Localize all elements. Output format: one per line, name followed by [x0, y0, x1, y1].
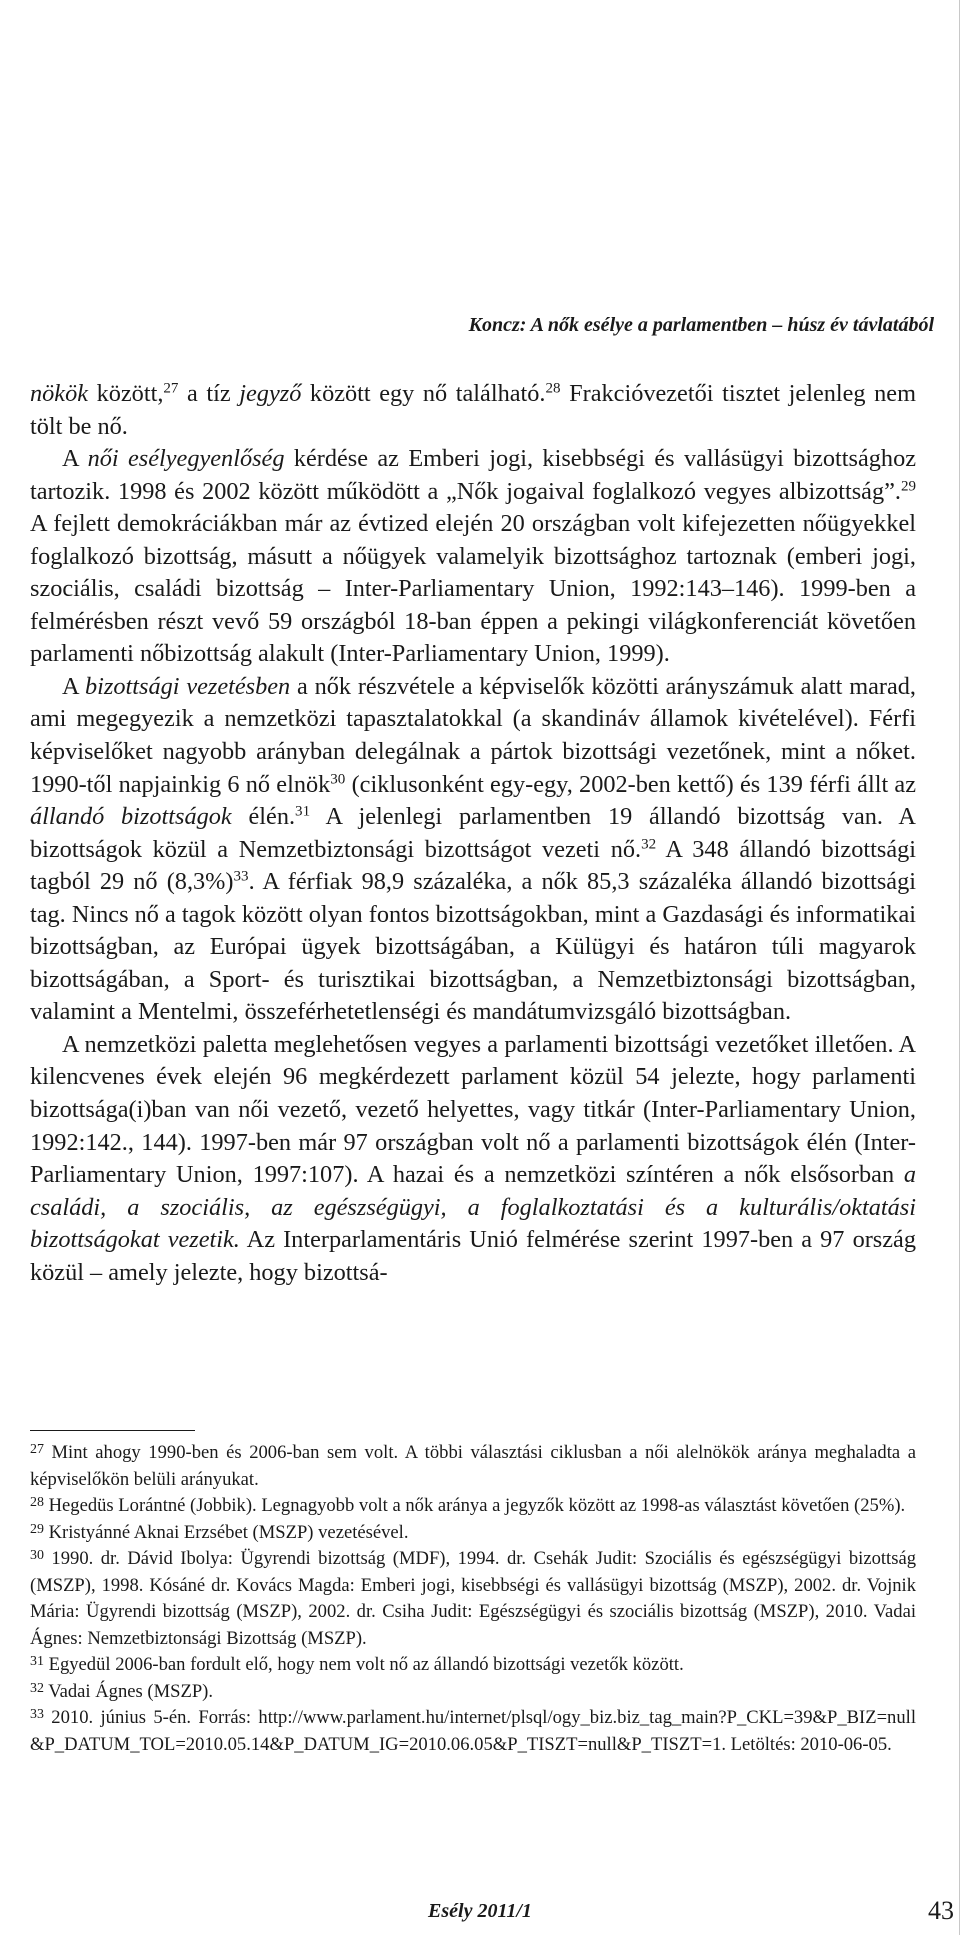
body-text-run: A: [62, 672, 86, 700]
footnote-ref-28[interactable]: 28: [545, 380, 561, 397]
footnote-separator: [30, 1430, 195, 1431]
footnote-text: Vadai Ágnes (MSZP).: [43, 1680, 213, 1702]
footnotes: [30, 1440, 916, 1758]
italic-term: jegyző: [239, 380, 302, 407]
body-text-run: A jelenlegi parlamentben 19 állandó bizottság van. A bizottságok közül a Nemzetbiztonsági bizottságot vezeti nő.: [30, 803, 916, 863]
body-text-run: A: [62, 445, 88, 473]
body-text-run: a tíz: [178, 380, 240, 407]
footnote-number: 32: [30, 1680, 44, 1696]
italic-term: állandó bizottságok: [30, 803, 232, 831]
footnote-text: Kristyánné Aknai Erzsébet (MSZP) vezetésével.: [43, 1521, 409, 1543]
footnote-ref-27[interactable]: 27: [163, 380, 179, 397]
footnote-30: [30, 1546, 916, 1652]
page-number: 43: [928, 1896, 954, 1925]
body-text-run: élén.: [231, 803, 296, 831]
footnote-text: 1990. dr. Dávid Ibolya: Ügyrendi bizottság (MDF), 1994. dr. Csehák Judit: Szociális és egészségügyi bizottság (MSZP), 1998. Kósáné dr. Kovács Magda: Emberi jogi, kisebbségi és vallásügyi bizottság (MSZP), 2002. dr. Vojnik Mária: Ügyrendi bizottság (MSZP), 2002. dr. Csiha Judit: Egészségügyi és szociális bizottság (MSZP), 2010. Vadai Ágnes: Nemzetbiztonsági Bizottság (MSZP).: [30, 1548, 916, 1649]
body-paragraph: [30, 443, 916, 671]
body-paragraph: [30, 671, 916, 1029]
footnote-ref-29[interactable]: 29: [900, 478, 916, 495]
footnote-text: Hegedüs Lorántné (Jobbik). Legnagyobb volt a nők aránya a jegyzők között az 1998-as választást követően (25%).: [43, 1495, 906, 1516]
footnote-text: Egyedül 2006-ban fordult elő, hogy nem volt nő az állandó bizottsági vezetők között.: [43, 1654, 684, 1675]
footnote-number: 30: [30, 1548, 44, 1564]
italic-term: nökök: [30, 380, 89, 407]
footnote-number: 27: [30, 1442, 44, 1458]
body-text-run: (ciklusonként egy-egy, 2002-ben kettő) és 139 férfi állt az: [345, 770, 916, 798]
body-text-run: között egy nő található.: [301, 380, 546, 407]
footnote-29: [30, 1520, 916, 1547]
footnote-31: [30, 1652, 916, 1679]
footnote-number: 29: [30, 1521, 44, 1537]
footnote-ref-33[interactable]: 33: [233, 868, 249, 885]
body-text-run: között,: [88, 380, 164, 407]
footnote-ref-31[interactable]: 31: [295, 803, 311, 820]
body-text-run: Az Interparlamentáris Unió felmérése szerint 1997-ben a 97 ország közül – amely jelezte, hogy bizottsá-: [30, 1226, 916, 1286]
body-text-run: A fejlett demokráciákban már az évtized elején 20 országban volt kifejezetten nőügyekkel foglalkozó bizottság, másutt a nőügyek valamelyik bizottsághoz tartoznak (emberi jogi, szociális, családi bizottság – Inter-Parliamentary Union, 1992:143–146). 1999-ben a felmérésben részt vevő 59 országból 18-ban éppen a pekingi világkonferenciát követően parlamenti nőbizottság alakult (Inter-Parliamentary Union, 1999).: [30, 510, 916, 668]
footnote-number: 28: [30, 1495, 44, 1511]
body-text-run: . A férfiak 98,9 százaléka, a nők 85,3 százaléka állandó bizottsági tag. Nincs nő a tagok között olyan fontos bizottságokban, mint a Gazdasági és informatikai bizottságban, az Európai ügyek bizottságában, a Külügyi és határon túli magyarok bizottságában, a Sport- és turisztikai bizottságban, a Nemzetbiztonsági bizottságban, valamint a Mentelmi, összeférhetetlenségi és mandátumvizsgáló bizottságban.: [30, 868, 916, 1026]
footnote-number: 31: [30, 1654, 44, 1670]
body-paragraph: [30, 378, 916, 443]
body-text-run: Frakcióvezetői tisztet jelenleg nem tölt be nő.: [30, 380, 916, 440]
footnote-text: Mint ahogy 1990-ben és 2006-ban sem volt. A többi választási ciklusban a női alelnökök aránya meghaladta a képviselőkön belüli arányukat.: [30, 1442, 916, 1490]
body-text-run: a nők részvétele a képviselők közötti arányszámuk alatt marad, ami megegyezik a nemzetközi tapasztalatokkal (a skandináv államok kivételével). Férfi képviselőket nagyobb arányban delegálnak a pártok bizottsági vezetőnek, mint a nőket. 1990-től napjainkig 6 nő elnök: [30, 672, 917, 798]
footnote-28: [30, 1493, 916, 1520]
journal-footer: Esély 2011/1: [428, 1900, 532, 1922]
body-text-run: A 348 állandó bizottsági tagból 29 nő (8,3%): [30, 835, 917, 896]
footnote-ref-30[interactable]: 30: [330, 771, 346, 788]
footnote-32: [30, 1679, 916, 1706]
italic-term: a családi, a szociális, az egészségügyi, a foglalkoztatási és a kulturális/oktatási bizottságokat vezetik.: [30, 1161, 916, 1254]
footnote-ref-32[interactable]: 32: [641, 836, 657, 853]
footnote-27: [30, 1440, 916, 1493]
footnote-text[interactable]: 2010. június 5-én. Forrás: http://www.parlament.hu/internet/plsql/ogy_biz.biz_tag_main?P_CKL=39&P_BIZ=null&P_DATUM_TOL=2010.05.14&P_DATUM_IG=2010.06.05&P_TISZT=null&P_TISZT=1. Letöltés: 2010-06-05.: [30, 1707, 916, 1755]
italic-term: női esélyegyenlőség: [87, 445, 285, 473]
footnote-33: [30, 1705, 916, 1758]
article-body: [30, 378, 916, 1289]
body-text-run: A nemzetközi paletta meglehetősen vegyes a parlamenti bizottsági vezetőket illetően. A kilencvenes évek elején 96 megkérdezett parlament közül 54 jelezte, hogy parlamenti bizottsága(i)ban van női vezető, vezető helyettes, vagy titkár (Inter-Parliamentary Union, 1992:142., 144). 1997-ben már 97 országban volt nő a parlamenti bizottságok élén (Inter-Parliamentary Union, 1997:107). A hazai és a nemzetközi színtéren a nők elsősorban: [30, 1030, 916, 1189]
body-paragraph: [30, 1029, 916, 1289]
running-header: Koncz: A nők esélye a parlamentben – húsz év távlatából: [468, 314, 934, 336]
italic-term: bizottsági vezetésben: [85, 672, 291, 700]
body-text-run: kérdése az Emberi jogi, kisebbségi és vallásügyi bizottsághoz tartozik. 1998 és 2002 között működött a „Nők jogaival foglalkozó vegyes albizottság”.: [30, 445, 916, 505]
footnote-number: 33: [30, 1707, 44, 1723]
